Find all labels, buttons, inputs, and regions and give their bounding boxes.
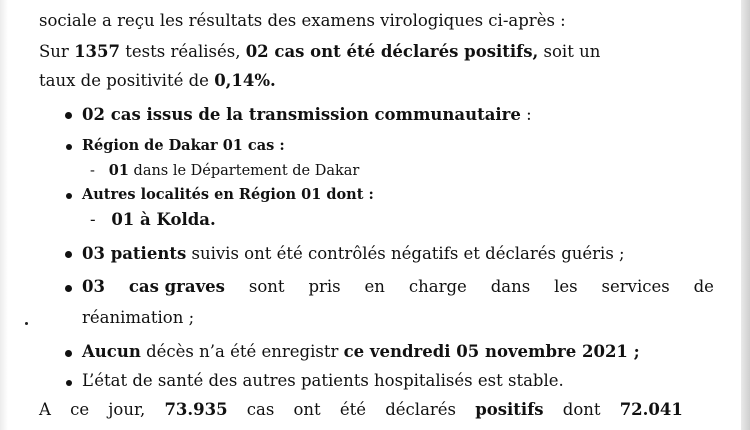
dakar-dept-text: dans le Département de Dakar [128, 163, 360, 179]
bullet-severe-cases-line-2: réanimation ; [82, 308, 195, 327]
word: de [693, 277, 714, 296]
text-mid: tests réalisés, [120, 42, 246, 61]
bullet-recovered [82, 243, 625, 265]
dakar-region-label: Région de Dakar 01 cas : [82, 137, 285, 154]
text-suffix: soit un [538, 42, 601, 61]
recovered-count: 03 patients [82, 244, 187, 263]
total-positive-cases: 73.935 [164, 400, 228, 419]
word: dans [490, 277, 531, 296]
paragraph-line-3 [39, 70, 276, 92]
positivity-rate: 0,14%. [214, 71, 276, 90]
bullet-dot [65, 112, 72, 119]
text-segment [39, 41, 600, 63]
sub-item-kolda [90, 209, 216, 231]
word: ce [70, 400, 90, 419]
word: pris [308, 277, 341, 296]
word: sont [248, 277, 285, 296]
deaths-text: décès n’a été enregistr [140, 342, 344, 361]
page-edge-shadow-right [741, 0, 750, 430]
word: jour, [108, 400, 146, 419]
severe-count: 03 [82, 277, 105, 296]
word: services [601, 277, 670, 296]
word: été [339, 400, 367, 419]
report-date: ce vendredi 05 novembre 2021 ; [343, 342, 640, 361]
dash-marker: - [90, 210, 96, 229]
word: A [39, 400, 51, 419]
page-edge-shadow-left [0, 0, 8, 430]
bullet-dot [65, 285, 72, 292]
word: cas [246, 400, 275, 419]
bullet-dot [65, 251, 72, 258]
paragraph-line-2 [39, 41, 713, 63]
bullet-community-transmission [82, 104, 532, 126]
word: en [364, 277, 385, 296]
dash-marker: - [90, 163, 95, 179]
word: déclarés [385, 400, 457, 419]
other-localities-label: Autres localités en Région 01 dont : [82, 186, 374, 203]
text-prefix: taux de positivité de [39, 71, 215, 90]
word: ont [293, 400, 321, 419]
recovered-total: 72.041 [619, 400, 683, 419]
word: les [554, 277, 578, 296]
positive-label: positifs [475, 400, 544, 419]
bullet-dot [66, 380, 72, 386]
paragraph-last-line [39, 399, 683, 421]
recovered-text: suivis ont été contrôlés négatifs et déclarés guéris ; [186, 244, 625, 263]
sub-item-dakar-department [90, 160, 359, 182]
kolda-cases: 01 à Kolda. [111, 210, 216, 229]
community-cases: 02 cas issus de la transmission communautaire [82, 105, 521, 124]
bullet-severe-cases [82, 276, 714, 298]
bullet-dot [66, 193, 72, 199]
bullet-dot [66, 144, 72, 150]
severe-label: cas graves [128, 277, 225, 296]
bullet-dot [65, 350, 72, 357]
tests-count: 1357 [74, 42, 120, 61]
text-prefix: Sur [39, 42, 75, 61]
word: charge [408, 277, 467, 296]
bullet-dakar-region [82, 135, 285, 157]
bullet-deaths [82, 341, 640, 363]
deaths-none: Aucun [82, 342, 141, 361]
word: dont [562, 400, 601, 419]
speck-mark [25, 322, 28, 325]
paragraph-line-1: sociale a reçu les résultats des examens virologiques ci-après : [39, 11, 566, 30]
bullet-stable-patients: L’état de santé des autres patients hospitalisés est stable. [82, 371, 564, 390]
positive-cases: 02 cas ont été déclarés positifs, [245, 42, 539, 61]
bullet-other-localities [82, 184, 374, 206]
dakar-dept-count: 01 [108, 162, 129, 179]
text-suffix: : [520, 105, 532, 124]
